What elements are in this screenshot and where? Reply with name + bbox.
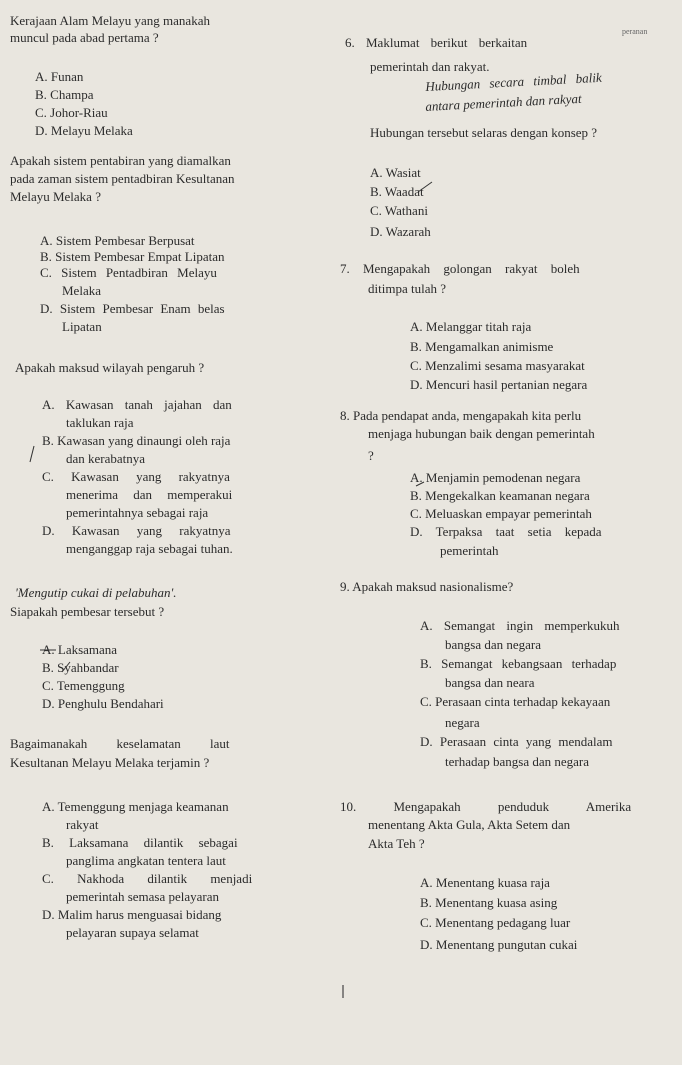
question-9-option-d: D. Perasaan cinta yang mendalam	[420, 734, 613, 749]
question-4-option-b: B. Syahbandar	[42, 660, 119, 675]
question-8-option-c: C. Meluaskan empayar pemerintah	[410, 506, 592, 521]
question-5-line-1: Bagaimanakah keselamatan laut	[10, 736, 230, 751]
question-4-option-c: C. Temenggung	[42, 678, 125, 693]
question-4-line-1: Siapakah pembesar tersebut ?	[10, 604, 165, 619]
question-2-line-2: pada zaman sistem pentadbiran Kesultanan	[10, 171, 235, 186]
question-1-line-1: Kerajaan Alam Melayu yang manakah	[10, 13, 210, 28]
question-9-option-b: B. Semangat kebangsaan terhadap	[420, 656, 617, 671]
question-10-line-1: 10. Mengapakah penduduk Amerika	[340, 799, 632, 814]
question-3-option-d: D. Kawasan yang rakyatnya	[42, 523, 231, 538]
question-9-option-d-cont: terhadap bangsa dan negara	[445, 754, 590, 769]
question-10-line-3: Akta Teh ?	[368, 836, 425, 851]
question-8-line-2: menjaga hubungan baik dengan pemerintah	[368, 426, 595, 441]
question-9-option-a-cont: bangsa dan negara	[445, 637, 542, 652]
question-3-option-b: B. Kawasan yang dinaungi oleh raja	[42, 433, 231, 448]
question-2-option-c: C. Sistem Pentadbiran Melayu	[40, 265, 217, 280]
question-6-line-3: Hubungan tersebut selaras dengan konsep ?	[370, 125, 598, 140]
question-4-option-a: A. Laksamana	[42, 642, 118, 657]
question-6-option-d: D. Wazarah	[370, 224, 431, 239]
question-8-option-b: B. Mengekalkan keamanan negara	[410, 488, 590, 503]
question-3-option-a: A. Kawasan tanah jajahan dan	[42, 397, 232, 412]
question-2-option-a: A. Sistem Pembesar Berpusat	[40, 233, 195, 248]
question-6-box-line-1: Hubungan secara timbal balik	[424, 69, 603, 94]
question-4-quote: 'Mengutip cukai di pelabuhan'.	[15, 585, 177, 600]
question-1-option-a: A. Funan	[35, 69, 84, 84]
question-2-option-b: B. Sistem Pembesar Empat Lipatan	[40, 249, 225, 264]
question-5-option-d-cont: pelayaran supaya selamat	[66, 925, 199, 940]
question-9-line-1: 9. Apakah maksud nasionalisme?	[340, 579, 514, 594]
question-9-option-a: A. Semangat ingin memperkukuh	[420, 618, 620, 633]
question-7-line-1: 7. Mengapakah golongan rakyat boleh	[340, 261, 580, 276]
question-3-option-c: C. Kawasan yang rakyatnya	[42, 469, 230, 484]
question-4-option-d: D. Penghulu Bendahari	[42, 696, 164, 711]
question-3-option-c-cont-2: pemerintahnya sebagai raja	[66, 505, 209, 520]
question-10-line-2: menentang Akta Gula, Akta Setem dan	[368, 817, 571, 832]
question-8-line-3: ?	[368, 448, 374, 463]
question-5-option-b: B. Laksamana dilantik sebagai	[42, 835, 238, 850]
question-6-option-a: A. Wasiat	[370, 165, 421, 180]
question-1-line-2: muncul pada abad pertama ?	[10, 30, 159, 45]
question-5-option-b-cont: panglima angkatan tentera laut	[66, 853, 226, 868]
question-8-option-d-cont: pemerintah	[440, 543, 499, 558]
question-9-option-c-cont: negara	[445, 715, 480, 730]
question-7-option-b: B. Mengamalkan animisme	[410, 339, 554, 354]
question-9-option-b-cont: bangsa dan neara	[445, 675, 535, 690]
question-6-line-2: pemerintah dan rakyat.	[370, 59, 490, 74]
question-6-option-c: C. Wathani	[370, 203, 428, 218]
question-5-option-a: A. Temenggung menjaga keamanan	[42, 799, 229, 814]
question-5-option-c-cont: pemerintah semasa pelayaran	[66, 889, 220, 904]
question-2-option-c-cont: Melaka	[62, 283, 101, 298]
question-10-option-c: C. Menentang pedagang luar	[420, 915, 571, 930]
question-8-option-a: A. Menjamin pemodenan negara	[410, 470, 581, 485]
question-9-option-c: C. Perasaan cinta terhadap kekayaan	[420, 694, 611, 709]
question-7-line-2: ditimpa tulah ?	[368, 281, 446, 296]
question-6-line-1: 6. Maklumat berikut berkaitan	[345, 35, 528, 50]
question-10-option-d: D. Menentang pungutan cukai	[420, 937, 578, 952]
question-3-option-b-cont: dan kerabatnya	[66, 451, 146, 466]
question-6-trailing-word: peranan	[622, 27, 648, 36]
question-1-option-c: C. Johor-Riau	[35, 105, 108, 120]
question-10-option-b: B. Menentang kuasa asing	[420, 895, 558, 910]
question-1-option-b: B. Champa	[35, 87, 94, 102]
question-7-option-d: D. Mencuri hasil pertanian negara	[410, 377, 588, 392]
question-5-line-2: Kesultanan Melayu Melaka terjamin ?	[10, 755, 210, 770]
question-2-line-3: Melayu Melaka ?	[10, 189, 101, 204]
question-2-option-d: D. Sistem Pembesar Enam belas	[40, 301, 225, 316]
question-3-option-d-cont: menganggap raja sebagai tuhan.	[66, 541, 233, 556]
question-1-option-d: D. Melayu Melaka	[35, 123, 133, 138]
question-10-option-a: A. Menentang kuasa raja	[420, 875, 550, 890]
question-3-line-1: Apakah maksud wilayah pengaruh ?	[15, 360, 205, 375]
tick-q3-b	[30, 446, 34, 462]
question-5-option-a-cont: rakyat	[66, 817, 99, 832]
question-7-option-c: C. Menzalimi sesama masyarakat	[410, 358, 585, 373]
question-2-option-d-cont: Lipatan	[62, 319, 102, 334]
question-5-option-d: D. Malim harus menguasai bidang	[42, 907, 222, 922]
question-7-option-a: A. Melanggar titah raja	[410, 319, 532, 334]
question-8-option-d: D. Terpaksa taat setia kepada	[410, 524, 602, 539]
question-5-option-c: C. Nakhoda dilantik menjadi	[42, 871, 253, 886]
question-2-line-1: Apakah sistem pentabiran yang diamalkan	[10, 153, 231, 168]
question-8-line-1: 8. Pada pendapat anda, mengapakah kita perlu	[340, 408, 582, 423]
question-6-box-line-2: antara pemerintah dan rakyat	[424, 90, 582, 114]
question-6-option-b: B. Waadat	[370, 184, 424, 199]
question-3-option-c-cont: menerima dan memperakui	[66, 487, 233, 502]
question-3-option-a-cont: taklukan raja	[66, 415, 134, 430]
